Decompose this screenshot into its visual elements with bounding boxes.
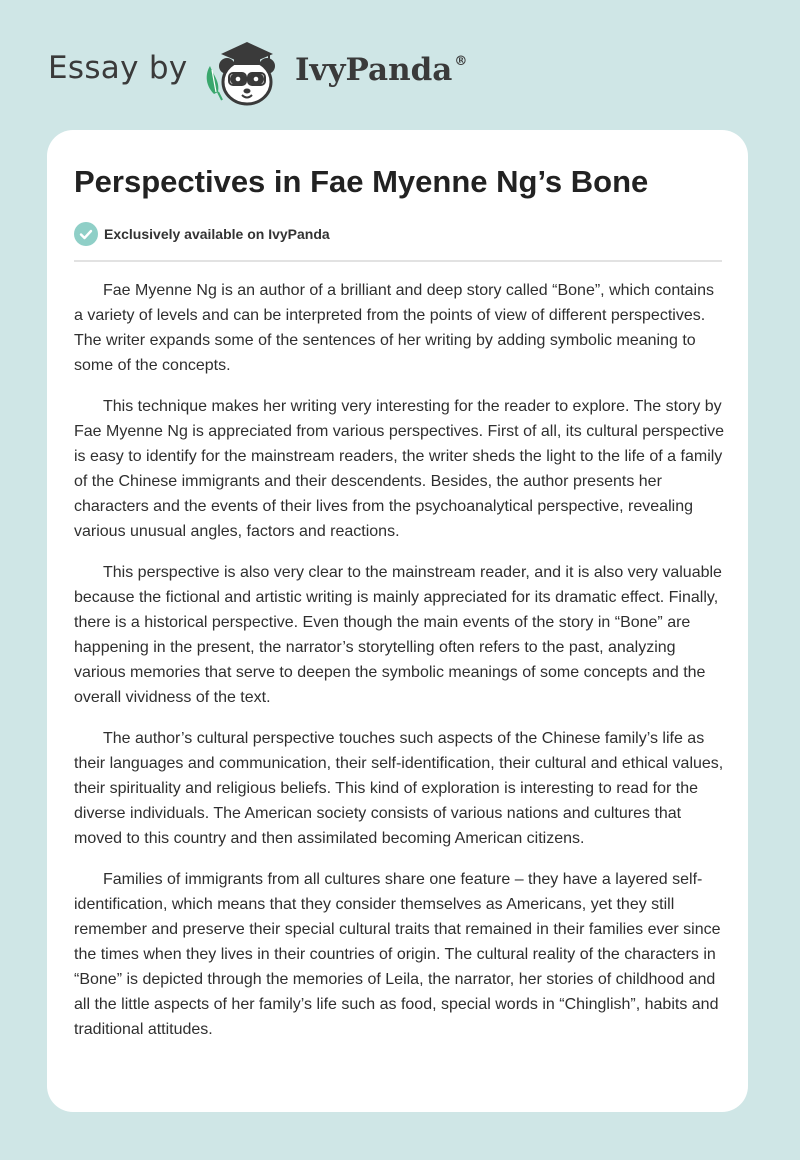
leaf-icon — [207, 66, 222, 100]
title-divider — [74, 260, 722, 262]
site-header — [0, 0, 800, 130]
exclusive-badge — [74, 222, 330, 246]
essay-title: Perspectives in Fae Myenne Ng’s Bone — [74, 164, 649, 199]
registered-mark: ® — [454, 54, 468, 69]
check-circle-icon — [74, 222, 98, 246]
paragraph: This technique makes her writing very interesting for the reader to explore. The story by Fae Myenne Ng is appreciated from various perspectives. First of all, its cultural perspective is easy to identify for the mainstream readers, the writer sheds the light to the life of a family of the Chinese immigrants and their descendents. Besides, the author presents her characters and the events of their lives from the psychoanalytical perspective, revealing various unusual angles, factors and reactions. — [74, 398, 725, 540]
paragraph: Fae Myenne Ng is an author of a brilliant and deep story called “Bone”, which contains a variety of levels and can be interpreted from the points of view of different perspectives. The writer expands some of the sentences of her writing by adding symbolic meaning to some of the concepts. — [74, 282, 715, 374]
essay-body — [74, 278, 726, 1058]
essay-card — [47, 130, 748, 1112]
exclusive-badge-label: Exclusively available on IvyPanda — [104, 226, 330, 242]
brand-name[interactable] — [295, 52, 467, 88]
paragraph: This perspective is also very clear to the mainstream reader, and it is also very valuable because the fictional and artistic writing is mainly appreciated for its dramatic effect. Finally, there is a historical perspective. Even though the main events of the story in “Bone” are happening in the present, the narrator’s storytelling often refers to the past, analyzing various memories that serve to deepen the symbolic meanings of some concepts and the overall vividness of the text. — [74, 564, 722, 706]
brand-name-text[interactable]: IvyPanda — [295, 52, 453, 88]
paragraph: Families of immigrants from all cultures share one feature – they have a layered self-identification, which means that they consider themselves as Americans, yet they still remember and preserve their special cultural traits that remained in their families ever since the times when they lives in their countries of origin. The cultural reality of the characters in “Bone” is depicted through the memories of Leila, the narrator, her stories of childhood and all the little aspects of her family’s life such as food, special words in “Chinglish”, habits and traditional attitudes. — [74, 871, 721, 1038]
essay-by-label: Essay by — [48, 50, 188, 86]
panda-graduate-icon[interactable] — [200, 34, 292, 110]
paragraph: The author’s cultural perspective touches such aspects of the Chinese family’s life as their languages and communication, their self-identification, their cultural and ethical values, their spirituality and religious beliefs. This kind of exploration is interesting to read for the diverse individuals. The American society consists of various nations and cultures that moved to this country and then assimilated becoming American citizens. — [74, 730, 724, 847]
